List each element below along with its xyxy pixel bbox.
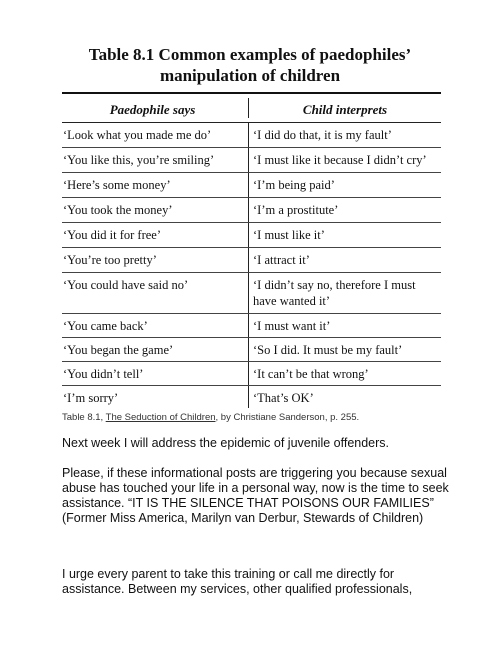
paragraph-urge-parents: I urge every parent to take this training or call me directly for assistance. Between my services, other qualified professionals, [62, 567, 413, 596]
says-cell: ‘Here’s some money’ [62, 173, 249, 197]
manipulation-table [62, 92, 441, 408]
says-cell: ‘Look what you made me do’ [62, 123, 249, 147]
interprets-cell: ‘I did do that, it is my fault’ [253, 128, 392, 142]
says-cell: ‘I’m sorry’ [62, 386, 249, 408]
table-row [62, 198, 441, 223]
caption-source-link[interactable]: The Seduction of Children [105, 412, 216, 423]
table-row [62, 338, 441, 362]
interprets-cell: ‘So I did. It must be my fault’ [253, 343, 403, 357]
interprets-cell: ‘I attract it’ [253, 253, 310, 267]
paragraph-seek-assistance: Please, if these informational posts are triggering you because sexual abuse has touched your life in a personal way, now is the time to seek assistance. “IT IS THE SILENCE THAT POISONS OUR FAMILIES” (Former Miss America, Marilyn van Derbur, Stewards of Children) [62, 466, 449, 525]
paragraph-next-week: Next week I will address the epidemic of juvenile offenders. [62, 436, 390, 450]
table-row [62, 173, 441, 198]
table-row [62, 123, 441, 148]
table-title-line-1: Table 8.1 Common examples of paedophiles’ [88, 45, 412, 64]
table-title [60, 44, 440, 86]
interprets-cell: ‘I must want it’ [253, 319, 331, 333]
caption-prefix: Table 8.1, [62, 412, 106, 423]
interprets-cell: ‘I’m a prostitute’ [253, 203, 339, 217]
table-row [62, 148, 441, 173]
interprets-cell: ‘That’s OK’ [253, 391, 314, 405]
table-row [62, 386, 441, 408]
table-row [62, 314, 441, 338]
says-cell: ‘You could have said no’ [62, 273, 249, 313]
says-cell: ‘You didn’t tell’ [62, 362, 249, 385]
says-cell: ‘You’re too pretty’ [62, 248, 249, 272]
says-cell: ‘You took the money’ [62, 198, 249, 222]
says-cell: ‘You did it for free’ [62, 223, 249, 247]
column-header-paedophile-says: Paedophile says [62, 98, 249, 118]
column-header-child-interprets: Child interprets [302, 102, 388, 117]
table-row [62, 273, 441, 314]
says-cell: ‘You began the game’ [62, 338, 249, 361]
interprets-cell: ‘I must like it’ [253, 228, 325, 242]
says-cell: ‘You came back’ [62, 314, 249, 337]
table-row [62, 362, 441, 386]
says-cell: ‘You like this, you’re smiling’ [62, 148, 249, 172]
table-caption [62, 412, 359, 423]
interprets-cell: ‘I didn’t say no, therefore I must have wanted it’ [253, 278, 416, 308]
table-row [62, 223, 441, 248]
caption-suffix: , by Christiane Sanderson, p. 255. [215, 412, 360, 423]
interprets-cell: ‘I’m being paid’ [253, 178, 335, 192]
table-header-row [62, 94, 441, 123]
table-row [62, 248, 441, 273]
interprets-cell: ‘It can’t be that wrong’ [253, 367, 369, 381]
interprets-cell: ‘I must like it because I didn’t cry’ [253, 153, 427, 167]
table-title-line-2: manipulation of children [159, 66, 341, 85]
